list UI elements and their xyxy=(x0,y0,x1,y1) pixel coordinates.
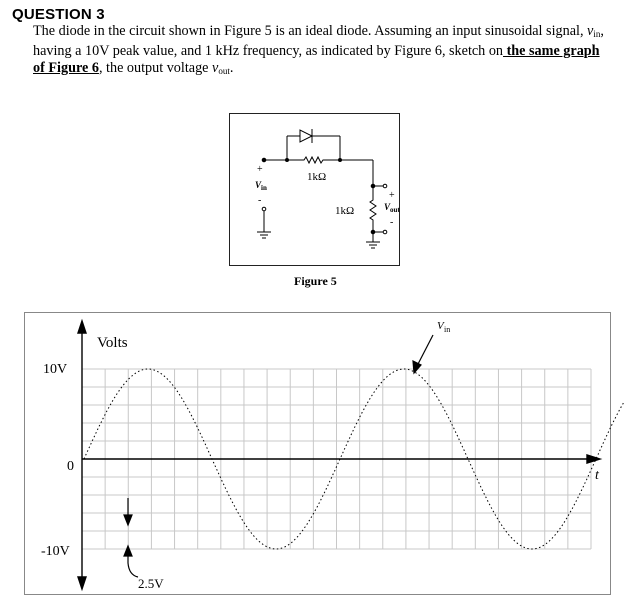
vin-pointer-subscript: in xyxy=(444,325,451,334)
vin-subscript: in xyxy=(593,29,601,39)
vin-plus: + xyxy=(257,164,263,175)
tick-label-10v: 10V xyxy=(43,362,68,377)
figure-6-chart xyxy=(25,313,610,594)
vout-subscript-label: out xyxy=(390,206,400,214)
vin-variable: v xyxy=(587,23,594,39)
arrow-down-icon xyxy=(124,515,132,525)
resistor-top xyxy=(287,157,340,163)
vin-pointer-label: V xyxy=(437,320,444,332)
question-line-2 xyxy=(33,43,618,60)
question-line-1 xyxy=(33,23,618,43)
question-text-part: The diode in the circuit shown in Figure 5 is an ideal diode. Assuming an input sinusoidal signal, xyxy=(33,23,588,39)
vout-minus: - xyxy=(390,217,394,228)
y-axis-arrow-down-icon xyxy=(78,577,86,589)
diode-symbol xyxy=(300,130,312,142)
y-axis-title: Volts xyxy=(97,335,128,351)
vout-subscript: out xyxy=(218,66,230,76)
circuit-diagram xyxy=(230,114,398,264)
y-axis-arrow-up-icon xyxy=(78,321,86,333)
question-line-3 xyxy=(33,60,618,80)
question-text-part: having a 10V peak value, and 1 kHz frequency, as indicated by Figure 6, sketch on xyxy=(33,43,504,59)
input-node-top xyxy=(262,158,266,162)
tick-label-0: 0 xyxy=(67,459,74,474)
annotation-2-5v: 2.5V xyxy=(138,576,164,591)
emphasis-figure-6: of Figure 6 xyxy=(33,60,99,76)
vout-plus: + xyxy=(389,190,395,201)
vin-label: V xyxy=(255,180,262,190)
vin-subscript-label: in xyxy=(261,184,267,192)
question-text-part: , the output voltage xyxy=(98,60,213,76)
question-title: QUESTION 3 xyxy=(12,6,105,23)
question-text-part: . xyxy=(229,60,234,76)
emphasis-same-graph: the same graph xyxy=(503,43,600,59)
resistor-right-label: 1kΩ xyxy=(335,205,355,217)
figure-5-caption: Figure 5 xyxy=(294,274,337,288)
arrow-up-icon xyxy=(124,546,132,556)
x-axis-label: t xyxy=(595,468,599,483)
question-text xyxy=(33,23,618,80)
tick-label-neg10v: -10V xyxy=(41,544,70,559)
resistor-top-label: 1kΩ xyxy=(307,171,327,183)
vin-pointer-arrow-icon xyxy=(413,361,421,373)
vout-variable: v xyxy=(212,60,219,76)
resistor-right xyxy=(370,186,376,232)
x-axis-arrow-icon xyxy=(587,455,600,463)
vin-minus: - xyxy=(258,195,262,206)
vout-label: V xyxy=(384,202,391,212)
question-text-part: , xyxy=(600,23,604,39)
figure-6-graph xyxy=(24,312,611,595)
figure-5-circuit xyxy=(229,113,400,266)
